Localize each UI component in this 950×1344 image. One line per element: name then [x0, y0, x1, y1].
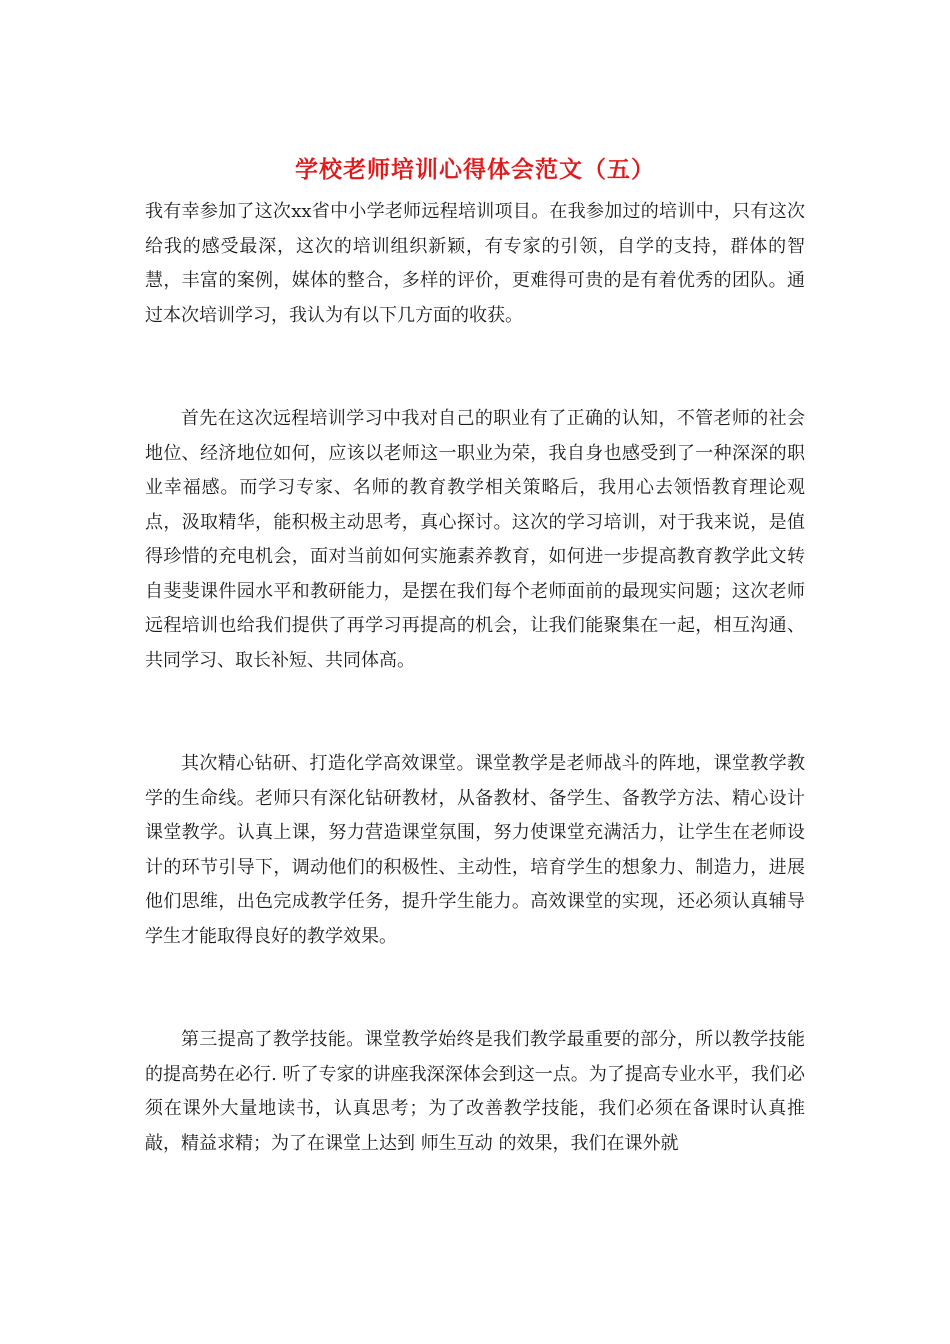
- paragraph-second: 其次精心钻研、打造化学高效课堂。课堂教学是老师战斗的阵地，课堂教学教学的生命线。老师只有深化钻研教材，从备教材、备学生、备教学方法、精心设计课堂教学。认真上课，努力营造课堂氛围，努力使课堂充满活力，让学生在老师设计的环节引导下，调动他们的积极性、主动性，培育学生的想象力、制造力，进展他们思维，出色完成教学任务，提升学生能力。高效课堂的实现，还必须认真辅导学生才能取得良好的教学效果。: [145, 753, 805, 947]
- paragraph-spacer: [145, 333, 805, 402]
- document-title: 学校老师培训心得体会范文（五）: [295, 156, 655, 183]
- paragraph-spacer: [145, 678, 805, 747]
- document-body: [145, 195, 805, 1161]
- paragraph-third: 第三提高了教学技能。课堂教学始终是我们教学最重要的部分，所以教学技能的提高势在必行. 听了专家的讲座我深深体会到这一点。为了提高专业水平，我们必须在课外大量地读书，认真思考；为了改善教学技能，我们必须在备课时认真推敲，精益求精；为了在课堂上达到 师生互动 的效果，我们在课外就: [145, 1029, 805, 1154]
- paragraph-spacer: [145, 954, 805, 1023]
- paragraph-first: 首先在这次远程培训学习中我对自己的职业有了正确的认知，不管老师的社会地位、经济地位如何，应该以老师这一职业为荣，我自身也感受到了一种深深的职业幸福感。而学习专家、名师的教育教学相关策略后，我用心去领悟教育理论观点，汲取精华，能积极主动思考，真心探讨。这次的学习培训，对于我来说，是值得珍惜的充电机会，面对当前如何实施素养教育，如何进一步提高教育教学此文转自斐斐课件园水平和教研能力，是摆在我们每个老师面前的最现实问题；这次老师远程培训也给我们提供了再学习再提高的机会，让我们能聚集在一起，相互沟通、共同学习、取长补短、共同体高。: [145, 408, 805, 671]
- paragraph-intro: 我有幸参加了这次xx省中小学老师远程培训项目。在我参加过的培训中，只有这次给我的感受最深，这次的培训组织新颖，有专家的引领，自学的支持，群体的智慧，丰富的案例，媒体的整合，多样的评价，更难得可贵的是有着优秀的团队。通过本次培训学习，我认为有以下几方面的收获。: [145, 201, 805, 326]
